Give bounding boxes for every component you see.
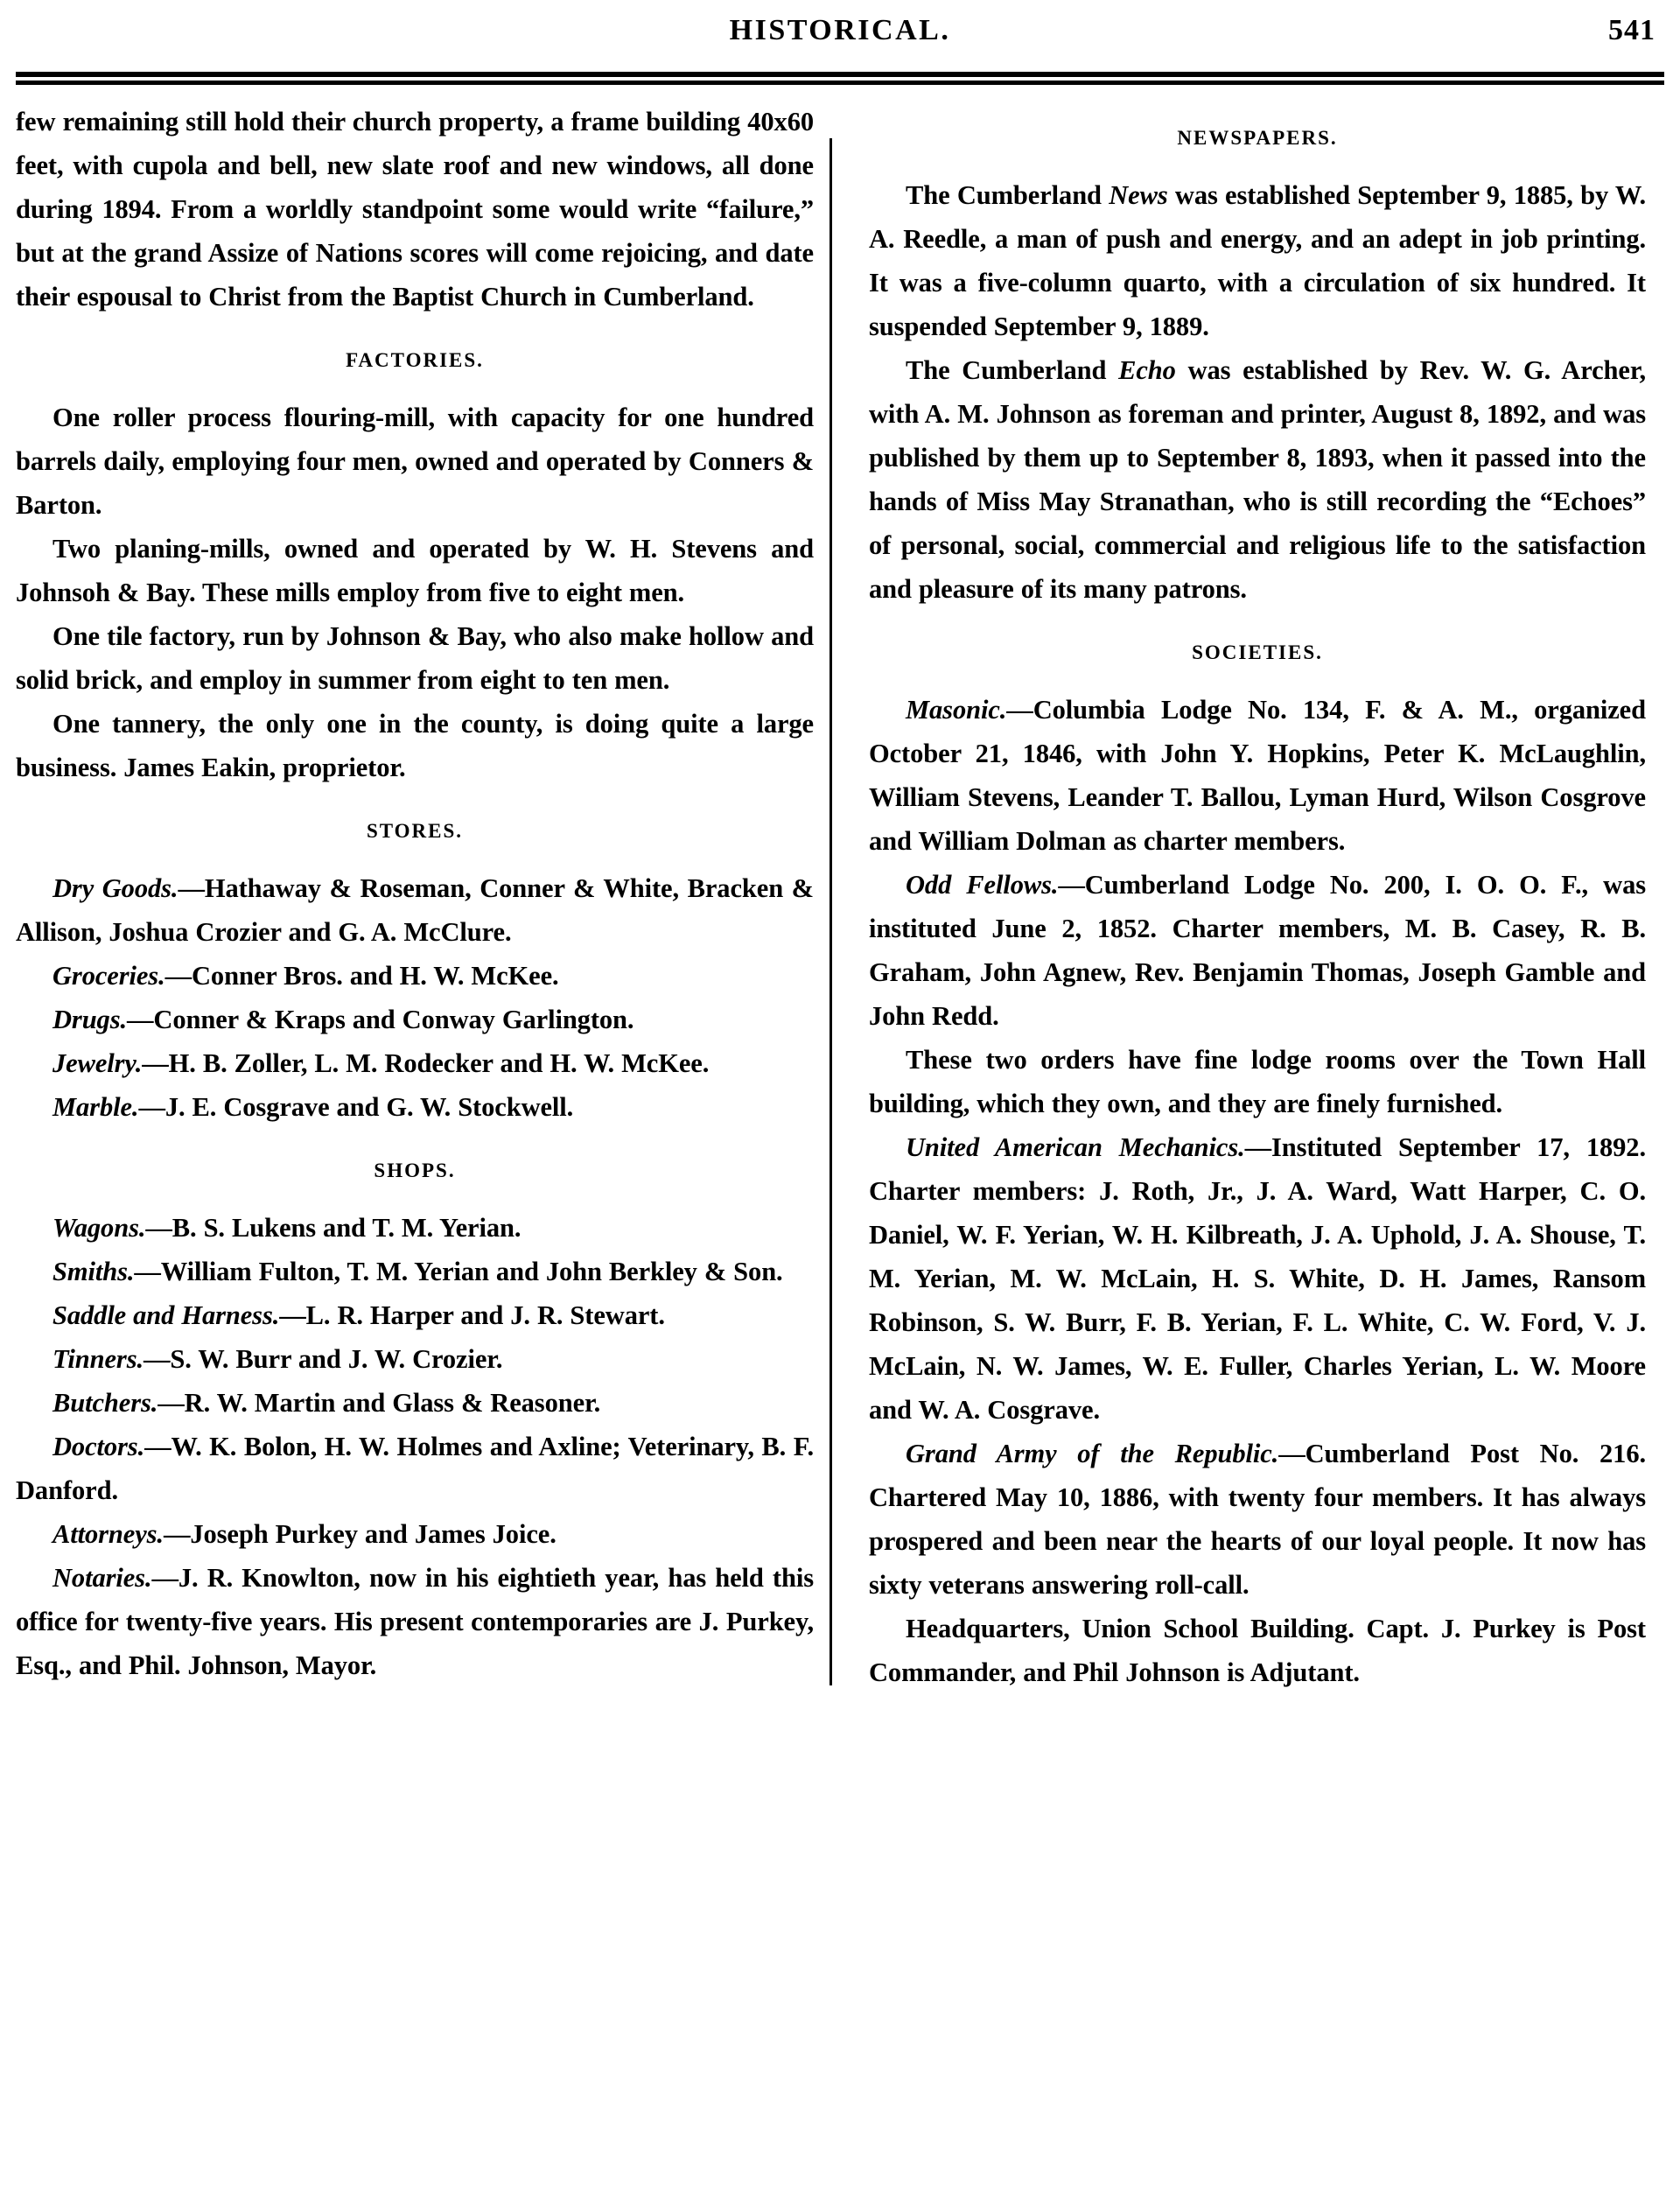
entry-lead-masonic: Masonic. — [906, 695, 1007, 725]
entry-lead-grand-army-of-the-republic: Grand Army of the Republic. — [906, 1439, 1279, 1468]
page-number: 541 — [1608, 14, 1656, 46]
entry-lead-butchers: Butchers. — [52, 1388, 158, 1418]
entry-jewelry — [16, 1041, 814, 1085]
section-heading-societies: SOCIETIES. — [1192, 641, 1323, 663]
entry-lead-groceries: Groceries. — [52, 961, 165, 991]
paragraph-planing-mills: Two planing-mills, owned and operated by W. H. Stevens and Johnsoh & Bay. These mills employ from five to eight men. — [16, 534, 814, 607]
entry-lead-smiths: Smiths. — [52, 1257, 135, 1286]
paragraph-cumberland-news — [869, 173, 1646, 348]
entry-lead-notaries: Notaries. — [52, 1563, 152, 1593]
paragraph-flouring-mill: One roller process flouring-mill, with capacity for one hundred barrels daily, employing four men, owned and operated by Conners & Barton. — [16, 403, 814, 520]
entry-united-american-mechanics — [869, 1125, 1646, 1432]
entry-groceries — [16, 954, 814, 998]
entry-masonic — [869, 688, 1646, 863]
entry-text-tinners: —S. W. Burr and J. W. Crozier. — [144, 1344, 503, 1374]
entry-text-dry-goods: —Hathaway & Roseman, Conner & White, Bracken & Allison, Joshua Crozier and G. A. McClure. — [16, 873, 814, 947]
entry-tinners — [16, 1337, 814, 1381]
running-head — [19, 12, 1661, 67]
entry-text-masonic: —Columbia Lodge No. 134, F. & A. M., organized October 21, 1846, with John Y. Hopkins, Peter K. McLaughlin, William Stevens, Leander T. Ballou, Lyman Hurd, Wilson Cosgrove and William Dolman as charter members. — [869, 695, 1646, 856]
section-heading-factories: FACTORIES. — [346, 349, 484, 371]
two-column-body — [16, 100, 1664, 1694]
paragraph-tannery: One tannery, the only one in the county, is doing quite a large business. James Eakin, proprietor. — [16, 709, 814, 782]
newspaper-title-echo: Echo — [1118, 355, 1176, 385]
entry-text-smiths: —William Fulton, T. M. Yerian and John Berkley & Son. — [134, 1257, 783, 1286]
entry-dry-goods — [16, 866, 814, 954]
entry-text-united-american-mechanics: —Instituted September 17, 1892. Charter members: J. Roth, Jr., J. A. Ward, Watt Harper, C. O. Daniel, W. F. Yerian, W. H. Kilbreath, J. A. Uphold, J. A. Shouse, T. M. Yerian, M. W. McLain, H. S. White, D. H. James, Ransom Robinson, S. W. Burr, F. B. Yerian, F. L. White, C. W. Ford, V. J. McLain, N. W. James, W. E. Fuller, Charles Yerian, L. W. Moore and W. A. Cosgrave. — [869, 1132, 1646, 1425]
entry-text-wagons: —B. S. Lukens and T. M. Yerian. — [145, 1213, 522, 1243]
news-intro: The Cumberland — [906, 180, 1110, 210]
entry-text-marble: —J. E. Cosgrave and G. W. Stockwell. — [138, 1092, 574, 1122]
entry-odd-fellows — [869, 863, 1646, 1038]
entry-lead-attorneys: Attorneys. — [52, 1519, 164, 1549]
entry-text-jewelry: —H. B. Zoller, L. M. Rodecker and H. W. McKee. — [142, 1048, 710, 1078]
entry-text-notaries: —J. R. Knowlton, now in his eightieth year, has held this office for twenty-five years. His present contemporaries are J. Purkey, Esq., and Phil. Johnson, Mayor. — [16, 1563, 814, 1680]
rule-thin — [16, 81, 1664, 85]
entry-lead-wagons: Wagons. — [52, 1213, 146, 1243]
entry-grand-army-of-the-republic — [869, 1432, 1646, 1607]
paragraph-cumberland-echo — [869, 348, 1646, 611]
entry-lead-jewelry: Jewelry. — [52, 1048, 143, 1078]
document-page — [0, 12, 1680, 2200]
entry-text-saddle-and-harness: —L. R. Harper and J. R. Stewart. — [279, 1300, 665, 1330]
paragraph-church-property: few remaining still hold their church property, a frame building 40x60 feet, with cupola and bell, new slate roof and new windows, all done during 1894. From a worldly standpoint some would write “failure,” but at the grand Assize of Nations scores will come rejoicing, and date their espousal to Christ from the Baptist Church in Cumberland. — [16, 107, 814, 312]
entry-notaries — [16, 1556, 814, 1687]
header-double-rule — [16, 72, 1664, 84]
echo-body: was established by Rev. W. G. Archer, with A. M. Johnson as foreman and printer, August 8, 1892, and was published by them up to September 8, 1893, when it passed into the hands of Miss May Stranathan, who is still recording the “Echoes” of personal, social, commercial and religious life to the satisfaction and pleasure of its many patrons. — [869, 355, 1646, 604]
entry-lead-doctors: Doctors. — [52, 1432, 145, 1461]
entry-lead-tinners: Tinners. — [52, 1344, 144, 1374]
entry-smiths — [16, 1250, 814, 1293]
entry-text-groceries: —Conner Bros. and H. W. McKee. — [164, 961, 559, 991]
paragraph-lodge-rooms: These two orders have fine lodge rooms over the Town Hall building, which they own, and they are finely furnished. — [869, 1045, 1646, 1118]
news-body: was established September 9, 1885, by W. A. Reedle, a man of push and energy, and an adept in job printing. It was a five-column quarto, with a circulation of six hundred. It suspended September 9, 1889. — [869, 180, 1646, 341]
entry-doctors — [16, 1425, 814, 1512]
entry-attorneys — [16, 1512, 814, 1556]
entry-text-drugs: —Conner & Kraps and Conway Garlington. — [127, 1005, 634, 1034]
entry-text-odd-fellows: —Cumberland Lodge No. 200, I. O. O. F., was instituted June 2, 1852. Charter members, M. B. Casey, R. B. Graham, John Agnew, Rev. Benjamin Thomas, Joseph Gamble and John Redd. — [869, 870, 1646, 1031]
section-heading-shops: SHOPS. — [374, 1160, 456, 1181]
entry-lead-odd-fellows: Odd Fellows. — [906, 870, 1059, 900]
echo-intro: The Cumberland — [906, 355, 1119, 385]
paragraph-headquarters: Headquarters, Union School Building. Capt. J. Purkey is Post Commander, and Phil Johnson is Adjutant. — [869, 1614, 1646, 1687]
entry-lead-dry-goods: Dry Goods. — [52, 873, 178, 903]
entry-lead-saddle-and-harness: Saddle and Harness. — [52, 1300, 280, 1330]
left-column — [16, 100, 830, 1687]
section-heading-newspapers: NEWSPAPERS. — [1177, 127, 1338, 149]
entry-saddle-and-harness — [16, 1293, 814, 1337]
newspaper-title-news: News — [1109, 180, 1168, 210]
entry-butchers — [16, 1381, 814, 1425]
entry-lead-marble: Marble. — [52, 1092, 139, 1122]
entry-drugs — [16, 998, 814, 1041]
entry-lead-united-american-mechanics: United American Mechanics. — [906, 1132, 1245, 1162]
entry-text-doctors: —W. K. Bolon, H. W. Holmes and Axline; Veterinary, B. F. Danford. — [16, 1432, 814, 1505]
entry-marble — [16, 1085, 814, 1129]
paragraph-tile-factory: One tile factory, run by Johnson & Bay, who also make hollow and solid brick, and employ in summer from eight to ten men. — [16, 621, 814, 695]
right-column — [832, 100, 1646, 1694]
entry-text-butchers: —R. W. Martin and Glass & Reasoner. — [158, 1388, 601, 1418]
entry-lead-drugs: Drugs. — [52, 1005, 128, 1034]
section-heading-stores: STORES. — [366, 820, 464, 842]
entry-text-attorneys: —Joseph Purkey and James Joice. — [163, 1519, 556, 1549]
page-title: HISTORICAL. — [729, 14, 951, 46]
entry-text-grand-army-of-the-republic: —Cumberland Post No. 216. Chartered May 10, 1886, with twenty four members. It has always prospered and been near the hearts of our loyal people. It now has sixty veterans answering roll-call. — [869, 1439, 1646, 1600]
entry-wagons — [16, 1206, 814, 1250]
